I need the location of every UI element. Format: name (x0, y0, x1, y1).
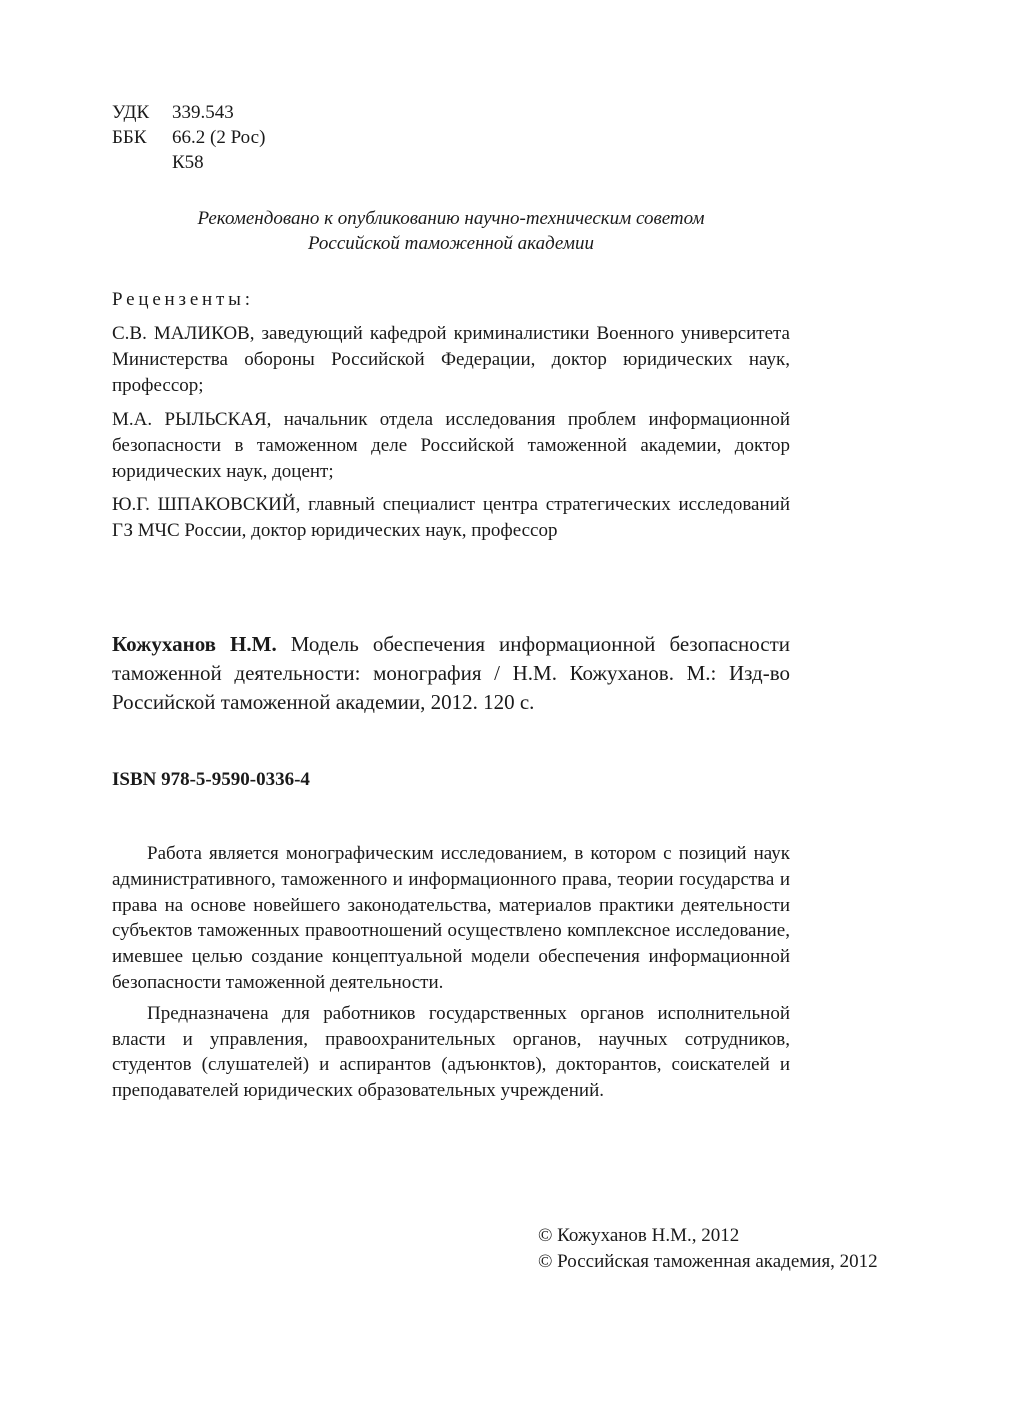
bbk-row (112, 125, 265, 150)
isbn: ISBN 978-5-9590-0336-4 (112, 769, 310, 790)
udk-row (112, 100, 265, 125)
bibliographic-record (112, 630, 790, 717)
copyright-publisher: © Российская таможенная академия, 2012 (538, 1251, 878, 1272)
udk-value: 339.543 (172, 102, 234, 123)
classification-block (112, 100, 265, 175)
bib-description: Модель обеспечения информационной безопасности таможенной деятельности: монография / Н.М. Кожуханов. М.: Изд-во Российской таможенной академии, 2012. 120 с. (112, 632, 790, 714)
author-mark-value: К58 (172, 152, 204, 173)
copyright-author: © Кожуханов Н.М., 2012 (538, 1225, 740, 1246)
reviewers-list (112, 321, 790, 552)
annotation (112, 841, 790, 1109)
author-mark-row (112, 150, 265, 175)
author-mark-label (112, 150, 172, 175)
reviewer-item: С.В. МАЛИКОВ, заведующий кафедрой криминалистики Военного университета Министерства обороны Российской Федерации, доктор юридических наук, профессор; (112, 323, 790, 397)
bib-author: Кожуханов Н.М. (112, 632, 277, 656)
bbk-label: ББК (112, 127, 147, 148)
reviewer-item: М.А. РЫЛЬСКАЯ, начальник отдела исследования проблем информационной безопасности в таможенном деле Российской таможенной академии, доктор юридических наук, доцент; (112, 408, 790, 483)
reviewer-item: Ю.Г. ШПАКОВСКИЙ, главный специалист центра стратегических исследований ГЗ МЧС России, доктор юридических наук, профессор (112, 494, 790, 542)
recommendation-line-2: Российской таможенной академии (307, 233, 595, 254)
udk-label: УДК (112, 102, 150, 123)
reviewers-heading: Рецензенты: (112, 289, 254, 310)
copyright-block (538, 1223, 878, 1275)
annotation-paragraph: Предназначена для работников государственных органов исполнительной власти и управления, правоохранительных органов, научных сотрудников, студентов (слушателей) и аспирантов (адъюнктов), докторантов, соискателей и преподавателей юридических образовательных учреждений. (112, 1002, 790, 1102)
annotation-paragraph: Работа является монографическим исследованием, в котором с позиций наук административного, таможенного и информационного права, теории государства и права на основе новейшего законодательства, материалов практики деятельности субъектов таможенных правоотношений осуществлено комплексное исследование, имевшее целью создание концептуальной модели обеспечения информационной безопасности таможенной деятельности. (112, 843, 790, 993)
recommendation-line-1: Рекомендовано к опубликованию научно-техническим советом (197, 208, 705, 229)
bbk-value: 66.2 (2 Рос) (172, 127, 266, 148)
publication-recommendation (112, 206, 790, 256)
